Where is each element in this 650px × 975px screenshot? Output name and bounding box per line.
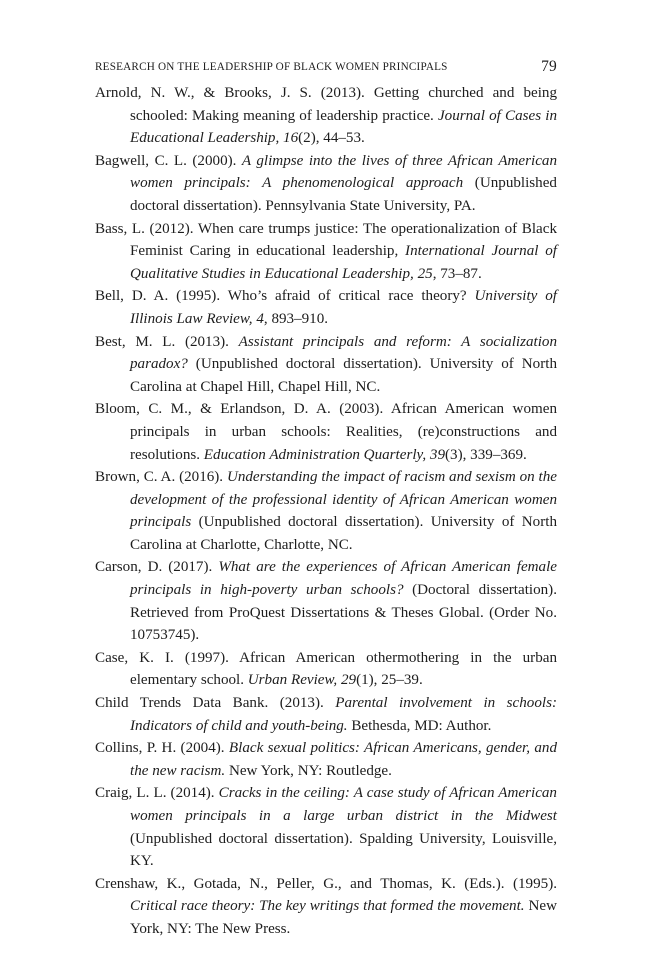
reference-text: Case, K. I. (1997). African American othermothering in the urban elementary school. <box>95 649 557 689</box>
reference-source: Understanding the impact of racism and sexism on the development of the professional identity of African American women principals <box>130 469 558 531</box>
reference-details: (Unpublished doctoral dissertation). University of North Carolina at Charlotte, Charlotte, NC. <box>130 514 557 553</box>
reference-entry <box>95 398 557 466</box>
reference-source: What are the experiences of African American female principals in high-poverty urban schools? <box>130 559 557 599</box>
reference-details: (2), 44–53. <box>298 130 365 147</box>
reference-text: Bloom, C. M., & Erlandson, D. A. (2003). African American women principals in urban schools: Realities, (re)constructions and resolutions. <box>95 401 557 463</box>
reference-text: Arnold, N. W., & Brooks, J. S. (2013). Getting churched and being schooled: Making meaning of leadership practice. <box>95 85 557 124</box>
reference-source: Parental involvement in schools: Indicators of child and youth-being. <box>130 695 557 734</box>
running-head-title: RESEARCH ON THE LEADERSHIP OF BLACK WOMEN PRINCIPALS <box>95 61 448 73</box>
reference-source: Urban Review, 29 <box>247 672 357 689</box>
reference-entry <box>95 556 557 646</box>
reference-entry <box>95 466 557 556</box>
reference-details: (1), 25–39. <box>356 672 423 689</box>
reference-source: Journal of Cases in Educational Leadership, 16 <box>130 107 557 147</box>
reference-entry <box>95 737 557 782</box>
reference-source: Assistant principals and reform: A socialization paradox? <box>130 333 557 373</box>
reference-entry <box>95 285 557 330</box>
reference-details: (Unpublished doctoral dissertation). Pennsylvania State University, PA. <box>130 175 557 214</box>
reference-entry <box>95 782 557 872</box>
reference-source: Cracks in the ceiling: A case study of African American women principals in a large urban district in the Midwest <box>130 785 557 824</box>
reference-text: Brown, C. A. (2016). <box>95 469 227 486</box>
reference-list <box>95 82 557 941</box>
reference-entry <box>95 150 557 218</box>
reference-details: New York, NY: Routledge. <box>225 762 392 779</box>
reference-details: (Doctoral dissertation). Retrieved from ProQuest Dissertations & Theses Global. (Order No. 10753745). <box>130 582 557 644</box>
reference-text: Best, M. L. (2013). <box>95 333 239 350</box>
reference-entry <box>95 647 557 692</box>
reference-entry <box>95 331 557 399</box>
reference-source: Education Administration Quarterly, 39 <box>203 446 446 463</box>
reference-text: Craig, L. L. (2014). <box>95 785 219 802</box>
reference-text: Bell, D. A. (1995). Who’s afraid of critical race theory? <box>95 288 475 305</box>
page-number: 79 <box>541 58 557 75</box>
reference-source: University of Illinois Law Review, 4 <box>130 288 557 327</box>
reference-entry <box>95 82 557 150</box>
reference-text: Bass, L. (2012). When care trumps justice: The operationalization of Black Feminist Caring in educational leadership, <box>95 220 557 260</box>
reference-details: (Unpublished doctoral dissertation). Spalding University, Louisville, KY. <box>130 830 557 870</box>
reference-entry <box>95 218 557 286</box>
reference-text: Bagwell, C. L. (2000). <box>95 152 242 169</box>
reference-source: International Journal of Qualitative Studies in Educational Leadership, 25 <box>130 243 558 282</box>
reference-text: Carson, D. (2017). <box>95 559 219 576</box>
reference-details: New York, NY: The New Press. <box>130 898 557 937</box>
reference-text: Collins, P. H. (2004). <box>95 740 229 757</box>
reference-text: Crenshaw, K., Gotada, N., Peller, G., and Thomas, K. (Eds.). (1995). <box>95 875 557 892</box>
reference-details: (3), 339–369. <box>445 446 527 463</box>
reference-source: Critical race theory: The key writings that formed the movement. <box>130 898 525 915</box>
reference-details: (Unpublished doctoral dissertation). University of North Carolina at Chapel Hill, Chapel Hill, NC. <box>130 356 557 395</box>
running-head <box>95 58 557 78</box>
reference-details: , 73–87. <box>432 265 482 282</box>
reference-details: Bethesda, MD: Author. <box>347 717 492 734</box>
reference-entry <box>95 692 557 737</box>
reference-details: , 893–910. <box>263 310 329 327</box>
reference-text: Child Trends Data Bank. (2013). <box>95 695 336 712</box>
reference-source: Black sexual politics: African Americans, gender, and the new racism. <box>130 740 557 779</box>
reference-source: A glimpse into the lives of three African American women principals: A phenomenological approach <box>130 152 557 192</box>
reference-entry <box>95 873 557 941</box>
